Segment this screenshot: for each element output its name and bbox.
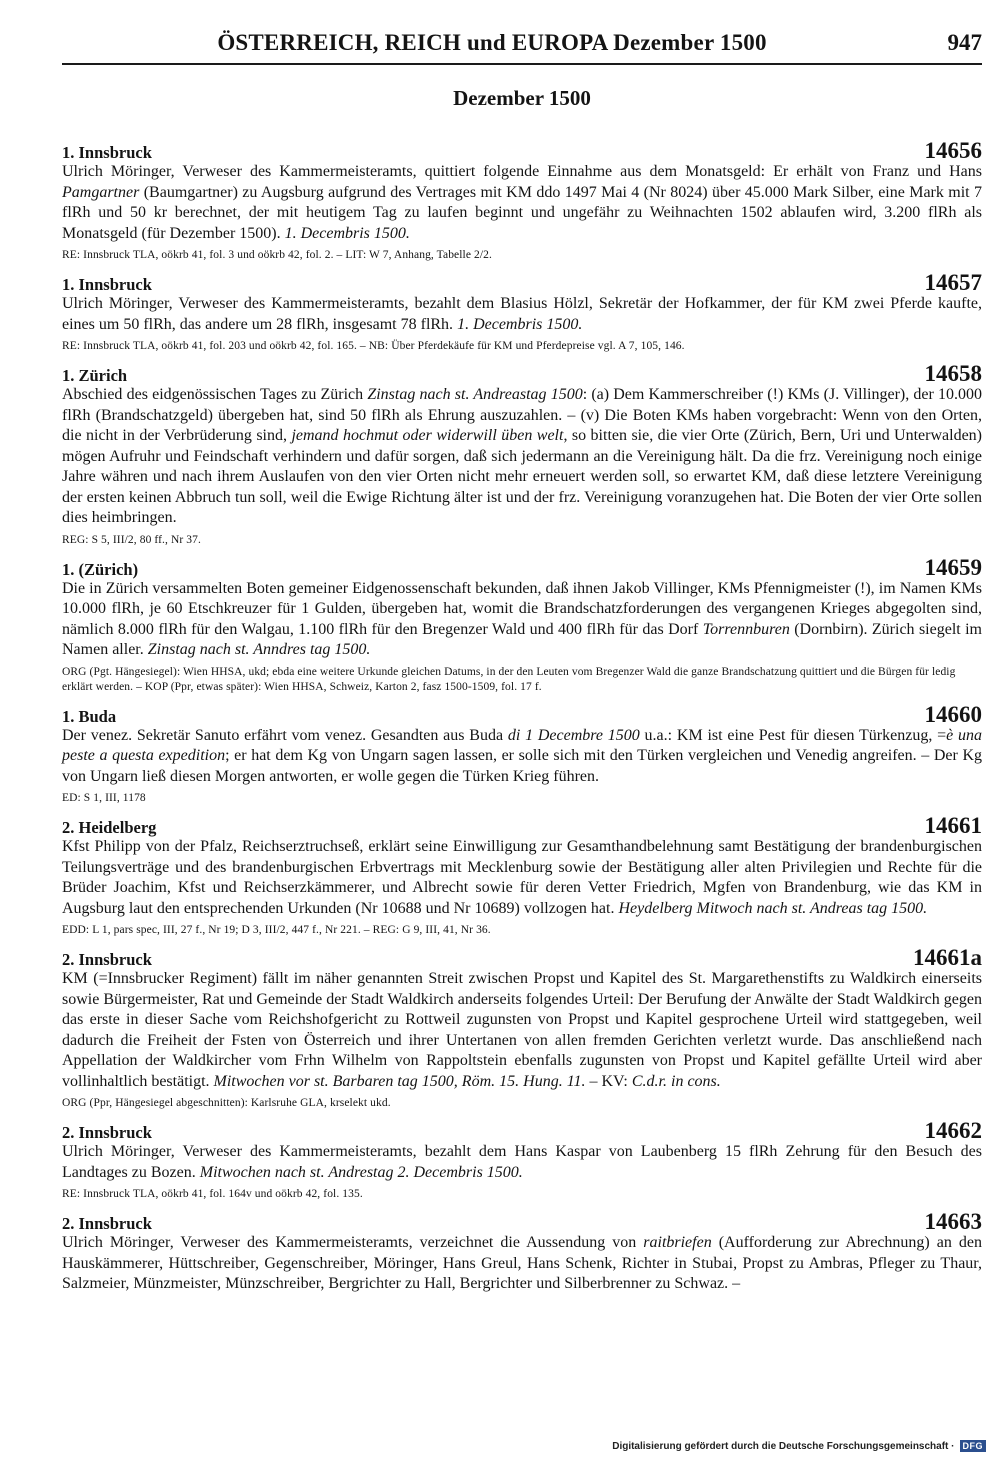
entry-number: 14656 [924, 138, 982, 163]
page-number: 947 [947, 30, 982, 55]
text-segment: , so bitten sie, die vier Orte (Zürich, Bern, Uri und Unterwalden) mögen Aufruhr und Feindschaft verhindern und dafür sorgen, daß sich jedermann an die Vereinigung hält. Da die frz. Vereinigung noch einige Jahre währen und nach ihrem Auslaufen von den vier Orten nicht mehr erneuert werden soll, so erwartet KM, daß diese letztere Vereinigung der ersten keinen Abbruch tun soll, weil die Ewige Richtung älter ist und der frz. Vereinigung voranzugehen hat. Die Boten der vier Orte sollen dies heimbringen. [62, 427, 983, 526]
entry-text [62, 385, 982, 529]
entry-reference: ORG (Pgt. Hängesiegel): Wien HHSA, ukd; ebda eine weitere Urkunde gleichen Datums, in der den Leuten vom Bregenzer Wald die ganze Brandschatzung quittiert und die Bürgen für ledig erklärt werden. – KOP (Ppr, etwas später): Wien HHSA, Schweiz, Karton 2, fasz 1500-1509, fol. 17 f. [62, 665, 956, 693]
entry-reference: RE: Innsbruck TLA, oökrb 41, fol. 203 und oökrb 42, fol. 165. – NB: Über Pferdekäufe für KM und Pferdepreise vgl. A 7, 105, 146. [62, 340, 685, 352]
entry-place: 1. Buda [62, 706, 117, 726]
entry-place: 1. Innsbruck [62, 143, 152, 162]
entry-number: 14663 [924, 1209, 982, 1234]
italic-segment: C.d.r. in cons. [631, 1072, 721, 1090]
italic-segment: raitbriefen [643, 1234, 712, 1251]
entry-number: 14657 [924, 270, 982, 295]
entry-text [62, 837, 982, 919]
text-segment: Kfst Philipp von der Pfalz, Reichserztruchseß, erklärt seine Einwilligung zur Gesamthandbelehnung samt Bestätigung der brandenburgischen Teilungsverträge und des brandenburgischen Erbvertrags mit Mecklenburg sowie der Bestätigung aller alten Privilegien und Rechte für die Brüder Joachim, Kfst und Reichserzkämmerer, und Albrecht sowie für deren Vetter Friedrich, Mgfen von Brandenburg, wie das KM in Augsburg laut den entsprechenden Urkunden (Nr 10688 und Nr 10689) vollzogen hat. [62, 838, 982, 917]
entry-text [62, 294, 982, 335]
entry-text [62, 1233, 982, 1295]
entry-text [62, 969, 982, 1092]
entry-14661a [62, 947, 982, 1111]
entry-reference: ED: S 1, III, 1178 [62, 792, 146, 804]
entry-place: 2. Heidelberg [62, 818, 157, 837]
entry-head [62, 1211, 982, 1233]
text-segment: Ulrich Möringer, Verweser des Kammermeisteramts, verzeichnet die Aussendung von [62, 1234, 644, 1251]
text-segment: Abschied des eidgenössischen Tages zu Zürich [62, 386, 368, 403]
text-segment: : (a) Dem Kammerschreiber (!) KMs (J. Villinger), der 10.000 flRh (Brandschatzgeld) übergeben hat, sind 50 flRh als Ehrung auszuzahlen. – (v) Die Boten KMs haben vorgebracht: Wenn von den Orten, die nicht in der Verbrüderung sind, [62, 386, 982, 444]
entry-text [62, 726, 982, 788]
text-segment: (Dornbirn). Zürich siegelt im Namen aller. [62, 620, 983, 658]
header-rule [62, 63, 982, 65]
entry-14658 [62, 363, 982, 548]
entry-text [62, 579, 982, 661]
entry-text [62, 1142, 982, 1183]
entry-place: 1. (Zürich) [62, 559, 139, 579]
entry-14662 [62, 1120, 982, 1202]
entry-number: 14661 [924, 813, 982, 838]
text-segment: (Aufforderung zur Abrechnung) an den Hauskämmerer, Hüttschreiber, Gegenschreiber, Möringer, Hans Greul, Hans Schenk, Richter in Stubai, Propst zu Ambras, Pfleger zu Thaur, Salzmeier, Münzmeister, Münzschreiber, Bergrichter zu Hall, Bergrichter und Silberbrenner zu Schwaz. – [62, 1234, 983, 1292]
entry-14657 [62, 272, 982, 354]
text-segment: – KV: [585, 1072, 632, 1090]
running-title: ÖSTERREICH, REICH und EUROPA Dezember 1500 [217, 30, 767, 55]
entry-14659 [62, 554, 983, 695]
entry-place: 1. Innsbruck [62, 275, 152, 294]
entry-head [62, 701, 982, 727]
entry-place: 2. Innsbruck [62, 1123, 152, 1142]
entry-number: 14661a [913, 945, 982, 970]
text-segment: Ulrich Möringer, Verweser des Kammermeisteramts, bezahlt dem Blasius Hölzl, Sekretär der Hofkammer, der für KM zwei Pferde kaufte, eines um 50 flRh, das andere um 28 flRh, insgesamt 78 flRh. [62, 295, 982, 333]
italic-segment: Heydelberg Mitwoch nach st. Andreas tag 1500. [618, 899, 928, 917]
entry-number: 14658 [924, 361, 982, 386]
entry-head [62, 947, 982, 969]
entry-head [62, 140, 982, 162]
italic-segment: Torrennburen [702, 620, 790, 638]
text-segment: ; er hat dem Kg von Ungarn sagen lassen, er solle sich mit den Türken vergleichen und Venedig angreifen. – Der Kg von Ungarn ließ diesen Morgen antworten, er wolle gegen die Türken Krieg führen. [62, 747, 983, 785]
entry-text [62, 162, 982, 244]
text-segment: KM (=Innsbrucker Regiment) fällt im näher genannten Streit zwischen Propst und Kapitel des St. Margarethenstifts zu Waldkirch einerseits sowie Bürgermeister, Rat und Gemeinde der Stadt Waldkirch anderseits folgendes Urteil: Der Berufung der Anwälte der Stadt Waldkirch gegen das erste in dieser Sache vom Reichshofgericht zu Rottweil zugunsten von Propst und Kapitel gesprochene Urteil wird stattgegeben, weil dadurch die Freiheit der Fsten von Österreich und ihrer Untertanen von allen fremden Gerichten verletzt wurde. Das anschließend nach Appellation der Waldkircher vom Frhn Wilhelm von Rappoltstein ebenfalls zugunsten von Propst und Kapitel gefällte Urteil wird aber vollinhaltlich bestätigt. [62, 970, 982, 1090]
entry-place: 2. Innsbruck [62, 950, 152, 969]
italic-segment: di 1 Decembre 1500 [507, 726, 640, 744]
italic-segment: Pamgartner [62, 183, 140, 201]
dfg-logo[interactable]: DFG [960, 1440, 987, 1452]
entry-14663 [62, 1211, 982, 1295]
entry-head [62, 815, 982, 837]
entry-head [62, 1120, 982, 1142]
entries-list [62, 140, 982, 1304]
entry-place: 1. Zürich [62, 366, 128, 385]
entry-reference: RE: Innsbruck TLA, oökrb 41, fol. 164v und oökrb 42, fol. 135. [62, 1188, 363, 1200]
italic-segment: jemand hochmut oder widerwill üben welt [291, 427, 564, 444]
italic-segment: 1. Decembris 1500. [457, 315, 583, 333]
italic-segment: 1. Decembris 1500. [284, 224, 410, 242]
italic-segment: Zinstag nach st. Andreastag 1500 [367, 386, 583, 403]
italic-segment: è una peste a questa expedition [62, 726, 983, 764]
entry-head [62, 363, 982, 385]
entry-number: 14659 [924, 554, 982, 580]
entry-place: 2. Innsbruck [62, 1214, 152, 1233]
text-segment: Die in Zürich versammelten Boten gemeiner Eidgenossenschaft bekunden, daß ihnen Jakob Villinger, KMs Pfennigmeister (!), im Namen KMs 10.000 flRh, je 60 Etschkreuzer für 1 Gulden, übergeben hat, womit die Brandschatzforderungen des vergangenen Krieges abgegolten sind, nämlich 8.000 flRh für den Walgau, 1.100 flRh für den Bregenzer Wald und 400 flRh für das Dorf [62, 579, 982, 638]
text-segment: Ulrich Möringer, Verweser des Kammermeisteramts, bezahlt dem Hans Kaspar von Laubenberg 15 flRh Zehrung für den Besuch des Landtages zu Bozen. [62, 1143, 982, 1181]
entry-14656 [62, 140, 982, 263]
footer [612, 1440, 986, 1452]
page-header [62, 30, 982, 64]
entry-reference: ORG (Ppr, Hängesiegel abgeschnitten): Karlsruhe GLA, krselekt ukd. [62, 1097, 391, 1109]
text-segment: Ulrich Möringer, Verweser des Kammermeisteramts, quittiert folgende Einnahme aus dem Monatsgeld: Er erhält von Franz und Hans [62, 163, 982, 180]
text-segment: Der venez. Sekretär Sanuto erfährt vom venez. Gesandten aus Buda [62, 726, 508, 744]
entry-reference: RE: Innsbruck TLA, oökrb 41, fol. 3 und oökrb 42, fol. 2. – LIT: W 7, Anhang, Tabelle 2/2. [62, 249, 492, 261]
italic-segment: Mitwochen nach st. Andrestag 2. Decembris 1500. [199, 1163, 523, 1181]
footer-text: Digitalisierung gefördert durch die Deutsche Forschungsgemeinschaft · [612, 1440, 955, 1452]
entry-reference: EDD: L 1, pars spec, III, 27 f., Nr 19; D 3, III/2, 447 f., Nr 221. – REG: G 9, III, 41, Nr 36. [62, 924, 491, 936]
italic-segment: Mitwochen vor st. Barbaren tag 1500, Röm. 15. Hung. 11. [213, 1072, 586, 1090]
entry-14661 [62, 815, 982, 938]
entry-14660 [62, 701, 983, 807]
text-segment: u.a.: KM ist eine Pest für diesen Türkenzug, = [639, 726, 947, 744]
text-segment: (Baumgartner) zu Augsburg aufgrund des Vertrages mit KM ddo 1497 Mai 4 (Nr 8024) über 45.000 Mark Silber, eine Mark mit 7 flRh und 50 kr berechnet, der mit heutigem Tag zu laufen beginnt und ungefähr zu Weihnachten 1502 ablaufen wird, 3.200 flRh als Monatsgeld (für Dezember 1500). [62, 183, 982, 242]
italic-segment: Zinstag nach st. Anndres tag 1500. [147, 641, 371, 658]
entry-head [62, 554, 982, 580]
entry-number: 14660 [924, 701, 982, 727]
entry-head [62, 272, 982, 294]
entry-number: 14662 [924, 1118, 982, 1143]
entry-reference: REG: S 5, III/2, 80 ff., Nr 37. [62, 533, 201, 546]
section-title: Dezember 1500 [453, 86, 591, 110]
